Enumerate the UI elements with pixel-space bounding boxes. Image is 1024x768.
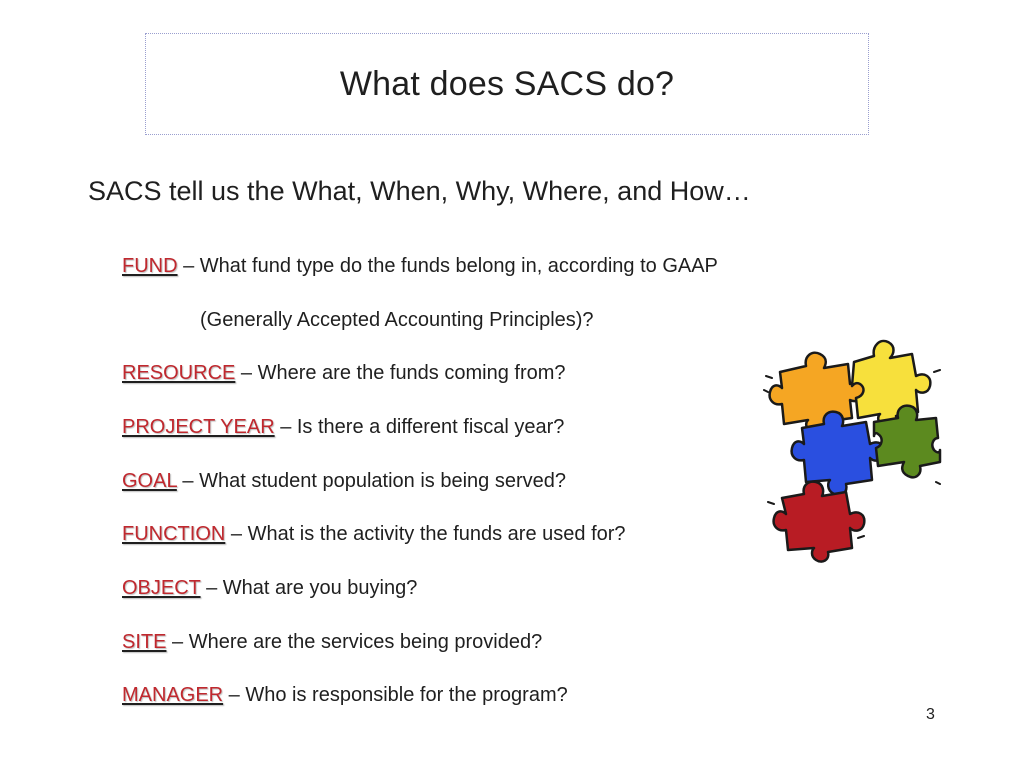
term-fund: FUND bbox=[122, 255, 178, 277]
term-project-year: PROJECT YEAR bbox=[122, 416, 275, 438]
puzzle-pieces-icon bbox=[762, 332, 942, 564]
desc-site: – Where are the services being provided? bbox=[166, 631, 543, 653]
title-box bbox=[145, 33, 869, 135]
list-item-function bbox=[122, 521, 626, 547]
list-item-fund-continuation bbox=[200, 307, 594, 333]
list-item-object bbox=[122, 575, 417, 601]
puzzle-piece-red bbox=[774, 482, 865, 562]
desc-object: – What are you buying? bbox=[200, 577, 418, 599]
desc-goal: – What student population is being served? bbox=[176, 470, 566, 492]
term-manager: MANAGER bbox=[122, 684, 224, 706]
puzzle-piece-yellow bbox=[852, 341, 930, 427]
term-site: SITE bbox=[122, 631, 167, 653]
desc-function: – What is the activity the funds are used for? bbox=[225, 523, 626, 545]
list-item-manager bbox=[122, 682, 568, 708]
list-item-project-year bbox=[122, 414, 564, 440]
term-function: FUNCTION bbox=[122, 523, 226, 545]
desc-fund-continuation: (Generally Accepted Accounting Principles)? bbox=[200, 309, 594, 331]
intro-text: SACS tell us the What, When, Why, Where, and How… bbox=[88, 176, 751, 206]
term-resource: RESOURCE bbox=[122, 362, 236, 384]
desc-fund: – What fund type do the funds belong in, according to GAAP bbox=[177, 255, 718, 277]
term-goal: GOAL bbox=[122, 470, 177, 492]
page-number: 3 bbox=[926, 706, 935, 723]
puzzle-piece-orange bbox=[770, 353, 865, 434]
term-object: OBJECT bbox=[122, 577, 201, 599]
slide-title: What does SACS do? bbox=[339, 64, 675, 103]
list-item-site bbox=[122, 629, 542, 655]
desc-manager: – Who is responsible for the program? bbox=[223, 684, 568, 706]
list-item-goal bbox=[122, 468, 566, 494]
list-item-resource bbox=[122, 360, 566, 386]
desc-project-year: – Is there a different fiscal year? bbox=[274, 416, 565, 438]
desc-resource: – Where are the funds coming from? bbox=[235, 362, 566, 384]
list-item-fund bbox=[122, 253, 718, 279]
